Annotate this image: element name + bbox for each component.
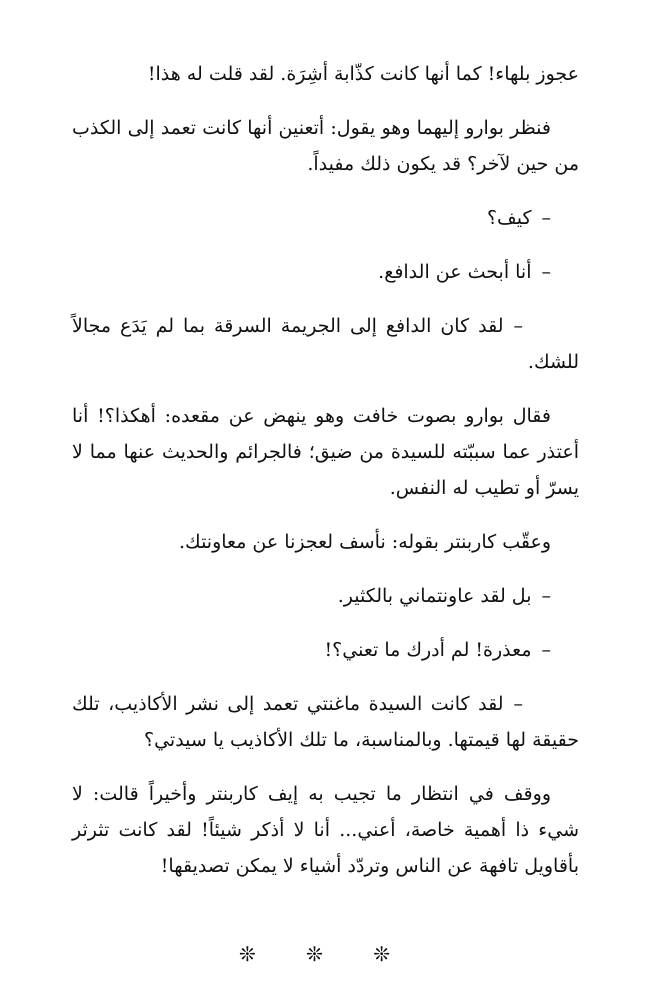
dialog-dash: – xyxy=(541,261,551,283)
paragraph-text: ووقف في انتظار ما تجيب به إيف كاربنتر وأخيراً قالت: لا شيء ذا أهمية خاصة، أعني... أنا لا أذكر شيئاً! لقد كانت تثرثر بأقاويل تافهة عن الناس وتردّد أشياء لا يمكن تصديقها! xyxy=(72,783,579,877)
paragraph-text: عجوز بلهاء! كما أنها كانت كذّابة أشِرَة. لقد قلت له هذا! xyxy=(147,63,579,85)
dialog-dash: – xyxy=(541,639,551,661)
paragraph-4 xyxy=(72,524,579,560)
dialog-dash: – xyxy=(541,585,551,607)
dialog-line-6 xyxy=(72,686,579,758)
paragraph-text: فنظر بوارو إليهما وهو يقول: أتعنين أنها كانت تعمد إلى الكذب من حين لآخر؟ قد يكون ذلك مفيداً. xyxy=(72,117,579,175)
dialog-dash: – xyxy=(513,693,523,715)
paragraph-3 xyxy=(72,398,579,506)
dialog-dash: – xyxy=(513,315,523,337)
dialog-line-1 xyxy=(72,200,579,236)
dialog-line-2 xyxy=(72,254,579,290)
dialog-text: لقد كان الدافع إلى الجريمة السرقة بما لم يَدَع مجالاً للشك. xyxy=(72,315,579,373)
paragraph-1 xyxy=(72,56,579,92)
dialog-text: كيف؟ xyxy=(486,207,532,229)
section-separator: ❊ ❊ ❊ xyxy=(239,942,412,966)
dialog-line-5 xyxy=(72,632,579,668)
paragraph-text: وعقّب كاربنتر بقوله: نأسف لعجزنا عن معاونتك. xyxy=(179,531,551,553)
dialog-text: أنا أبحث عن الدافع. xyxy=(378,261,532,283)
dialog-text: لقد كانت السيدة ماغنتي تعمد إلى نشر الأكاذيب، تلك حقيقة لها قيمتها. وبالمناسبة، ما تلك الأكاذيب يا سيدتي؟ xyxy=(72,693,579,751)
paragraph-5 xyxy=(72,776,579,884)
dialog-text: بل لقد عاونتماني بالكثير. xyxy=(337,585,532,607)
dialog-dash: – xyxy=(541,207,551,229)
dialog-line-3 xyxy=(72,308,579,380)
dialog-text: معذرة! لم أدرك ما تعني؟! xyxy=(324,639,532,661)
paragraph-text: فقال بوارو بصوت خافت وهو ينهض عن مقعده: أهكذا؟! أنا أعتذر عما سببّته للسيدة من ضيق؛ فالجرائم والحديث عنها مما لا يسرّ أو تطيب له النفس. xyxy=(72,405,579,499)
paragraph-2 xyxy=(72,110,579,182)
dialog-line-4 xyxy=(72,578,579,614)
